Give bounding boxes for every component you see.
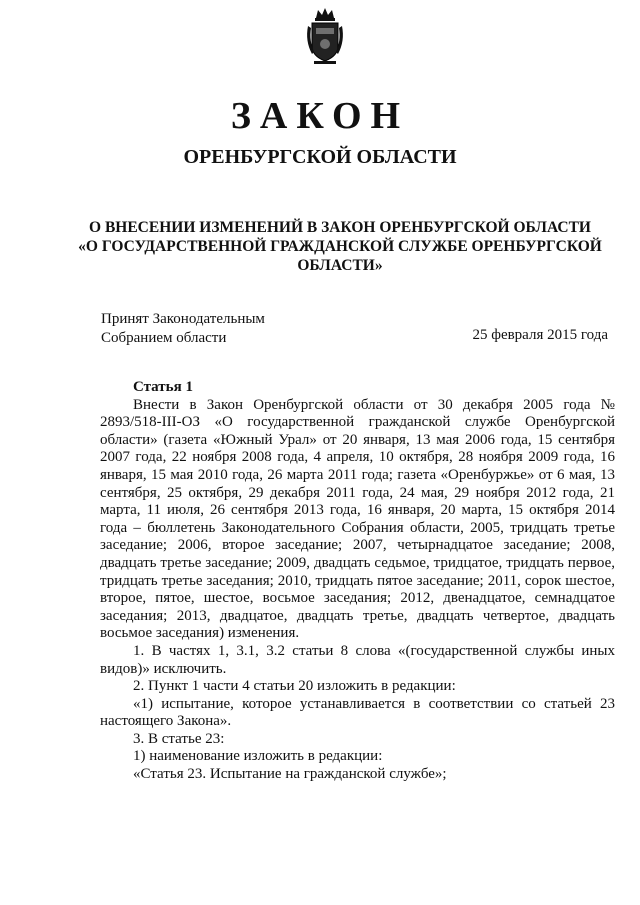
- article-paragraph: «1) испытание, которое устанавливается в соответствии со статьей 23 настоящего Закона».: [100, 695, 615, 730]
- adoption-line: Принят Законодательным: [101, 311, 265, 327]
- document-subtitle: ОРЕНБУРГСКОЙ ОБЛАСТИ: [183, 146, 457, 168]
- law-name-line: «О ГОСУДАРСТВЕННОЙ ГРАЖДАНСКОЙ СЛУЖБЕ ОРЕНБУРГСКОЙ: [78, 238, 602, 255]
- article-paragraph: Внести в Закон Оренбургской области от 30 декабря 2005 года № 2893/518-III-ОЗ «О государственной гражданской службе Оренбургской области» (газета «Южный Урал» от 20 января, 13 мая 2006 года, 15 сентября 2007 года, 22 ноября 2008 года, 4 апреля, 10 октября, 28 ноября 2009 года, 16 января, 15 мая 2010 года, 26 марта 2011 года; газета «Оренбуржье» от 6 мая, 13 сентября, 25 октября, 29 декабря 2011 года, 24 мая, 29 ноября 2012 года, 21 марта, 11 июля, 26 сентября 2013 года, 16 января, 20 марта, 15 октября 2014 года – бюллетень Законодательного Собрания области, 2005, тридцать третье заседание; 2006, второе заседание; 2007, четырнадцатое заседание; 2008, двадцать третье заседание; 2009, двадцать седьмое, тридцатое, тридцать первое, тридцать третье заседания; 2010, тридцать пятое заседание; 2011, сорок шестое, второе, пятое, шестое, восьмое заседания; 2012, двенадцатое, семнадцатое заседания; 2013, двадцатое, двадцать третье, двадцать четвертое, двадцать восьмое заседания) изменения.: [100, 396, 615, 642]
- article-heading: Статья 1: [133, 379, 193, 395]
- article-paragraph: 1. В частях 1, 3.1, 3.2 статьи 8 слова «(государственной службы иных видов)» исключить.: [100, 642, 615, 677]
- law-name-line: О ВНЕСЕНИИ ИЗМЕНЕНИЙ В ЗАКОН ОРЕНБУРГСКОЙ ОБЛАСТИ: [89, 219, 591, 236]
- coat-of-arms-icon: [302, 6, 348, 66]
- law-name-line: ОБЛАСТИ»: [297, 257, 383, 274]
- article-paragraph: «Статья 23. Испытание на гражданской службе»;: [133, 766, 447, 783]
- article-paragraph: 2. Пункт 1 части 4 статьи 20 изложить в редакции:: [133, 678, 456, 695]
- article-paragraph: 1) наименование изложить в редакции:: [133, 748, 383, 765]
- document-title: ЗАКОН: [230, 95, 410, 137]
- law-name: [60, 218, 620, 275]
- adoption-date: 25 февраля 2015 года: [472, 327, 608, 343]
- article-paragraph: 3. В статье 23:: [133, 730, 225, 747]
- adoption-line: Собранием области: [101, 330, 227, 346]
- adoption-note: [101, 310, 265, 348]
- article-1: [100, 379, 615, 784]
